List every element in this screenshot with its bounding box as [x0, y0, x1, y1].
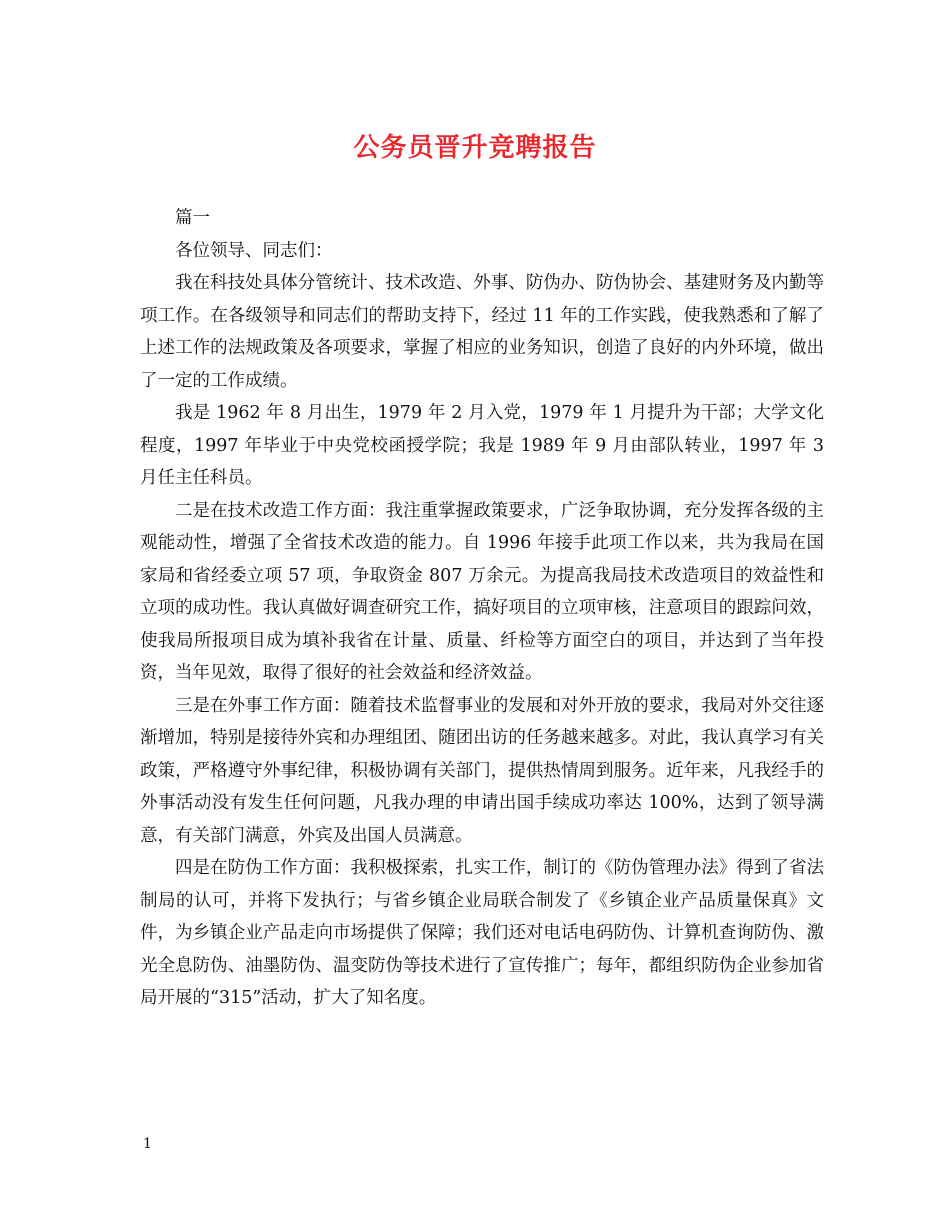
paragraph-intro: 我在科技处具体分管统计、技术改造、外事、防伪办、防伪协会、基建财务及内勤等项工作。在各级领导和同志们的帮助支持下，经过 11 年的工作实践，使我熟悉和了解了上述工作的法规政策及各项要求，掌握了相应的业务知识，创造了良好的内外环境，做出了一定的工作成绩。	[140, 273, 824, 391]
section-heading: 篇一	[175, 208, 210, 228]
document-body	[140, 202, 824, 1015]
paragraph-tech-renovation: 二是在技术改造工作方面：我注重掌握政策要求，广泛争取协调，充分发挥各级的主观能动性，增强了全省技术改造的能力。自 1996 年接手此项工作以来，共为我局在国家局和省经委立项 57 项，争取资金 807 万余元。为提高我局技术改造项目的效益性和立项的成功性。我认真做好调查研究工作，搞好项目的立项审核，注意项目的跟踪问效，使我局所报项目成为填补我省在计量、质量、纤检等方面空白的项目，并达到了当年投资，当年见效，取得了很好的社会效益和经济效益。	[140, 500, 824, 683]
page-number: 1	[143, 1136, 152, 1152]
paragraph-anti-counterfeiting: 四是在防伪工作方面：我积极探索，扎实工作，制订的《防伪管理办法》得到了省法制局的认可，并将下发执行；与省乡镇企业局联合制发了《乡镇企业产品质量保真》文件，为乡镇企业产品走向市场提供了保障；我们还对电话电码防伪、计算机查询防伪、激光全息防伪、油墨防伪、温变防伪等技术进行了宣传推广；每年，都组织防伪企业参加省局开展的“315”活动，扩大了知名度。	[140, 858, 824, 1008]
paragraph-foreign-affairs: 三是在外事工作方面：随着技术监督事业的发展和对外开放的要求，我局对外交往逐渐增加，特别是接待外宾和办理组团、随团出访的任务越来越多。对此，我认真学习有关政策，严格遵守外事纪律，积极协调有关部门，提供热情周到服务。近年来，凡我经手的外事活动没有发生任何问题，凡我办理的申请出国手续成功率达 100%，达到了领导满意，有关部门满意，外宾及出国人员满意。	[140, 695, 824, 846]
salutation: 各位领导、同志们：	[175, 240, 333, 261]
document-title: 公务员晋升竞聘报告	[353, 133, 597, 163]
paragraph-biography: 我是 1962 年 8 月出生，1979 年 2 月入党，1979 年 1 月提升为干部；大学文化程度，1997 年毕业于中央党校函授学院；我是 1989 年 9 月由部队转业，1997 年 3 月任主任科员。	[140, 403, 824, 488]
